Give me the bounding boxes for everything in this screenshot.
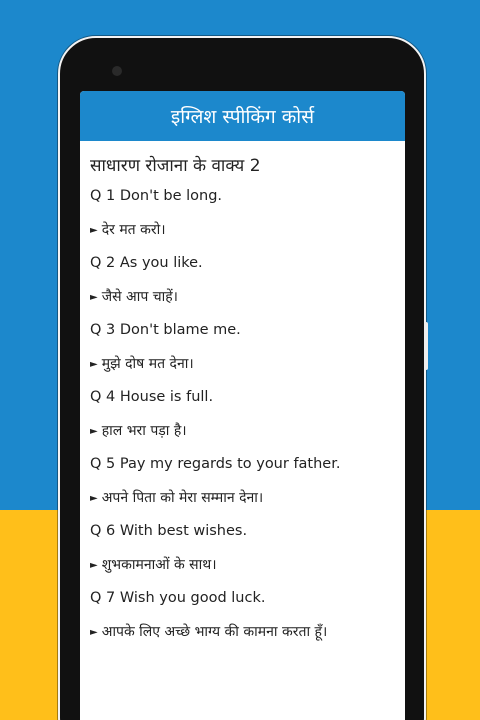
page-title: साधारण रोजाना के वाक्य 2 — [90, 156, 261, 176]
answer-text: अपने पिता को मेरा सम्मान देना। — [101, 489, 264, 506]
list-item — [90, 253, 395, 320]
arrow-right-icon: ► — [90, 492, 98, 504]
question-text: Q 7 Wish you good luck. — [90, 590, 266, 606]
answer-text: जैसे आप चाहें। — [101, 288, 178, 305]
app-bar — [80, 91, 405, 141]
question-text: Q 1 Don't be long. — [90, 188, 223, 204]
question-text: Q 5 Pay my regards to your father. — [90, 456, 341, 472]
answer-row — [90, 220, 395, 254]
app-title: इग्लिश स्पीकिंग कोर्स — [170, 106, 315, 128]
list-item — [90, 186, 395, 253]
answer-row — [90, 488, 395, 522]
answer-text: आपके लिए अच्छे भाग्य की कामना करता हूँ। — [101, 623, 328, 640]
arrow-right-icon: ► — [90, 559, 98, 571]
phone-side-button — [424, 322, 428, 370]
arrow-right-icon: ► — [90, 626, 98, 638]
question-text: Q 4 House is full. — [90, 389, 214, 405]
question-text: Q 3 Don't blame me. — [90, 322, 241, 338]
answer-text: हाल भरा पड़ा है। — [101, 422, 187, 439]
answer-text: मुझे दोष मत देना। — [101, 355, 194, 372]
answer-text: शुभकामनाओं के साथ। — [101, 556, 217, 573]
question-text: Q 6 With best wishes. — [90, 523, 248, 539]
qa-list — [90, 186, 395, 655]
arrow-right-icon: ► — [90, 291, 98, 303]
answer-row — [90, 421, 395, 455]
answer-row — [90, 555, 395, 589]
list-item — [90, 454, 395, 521]
list-item — [90, 588, 395, 655]
arrow-right-icon: ► — [90, 224, 98, 236]
app-screen — [80, 91, 405, 720]
answer-row — [90, 622, 395, 656]
lesson-content[interactable] — [80, 141, 405, 655]
list-item — [90, 387, 395, 454]
arrow-right-icon: ► — [90, 425, 98, 437]
answer-row — [90, 287, 395, 321]
arrow-right-icon: ► — [90, 358, 98, 370]
question-text: Q 2 As you like. — [90, 255, 203, 271]
list-item — [90, 521, 395, 588]
list-item — [90, 320, 395, 387]
answer-text: देर मत करो। — [101, 221, 166, 238]
answer-row — [90, 354, 395, 388]
camera-icon — [112, 66, 122, 76]
